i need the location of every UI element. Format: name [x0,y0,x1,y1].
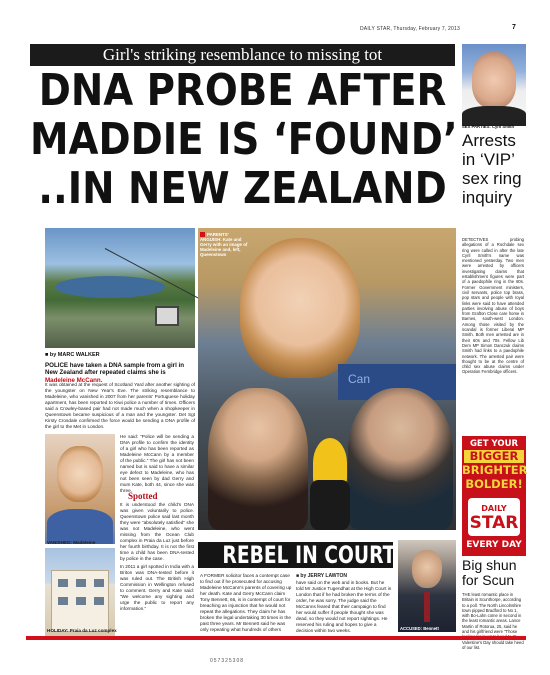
bennett-tie [424,592,430,622]
main-photo-caption: PARENTS' ANGUISH: Kate and Gerry with an image of Madeleine and, left, Queenstown [200,232,248,258]
lead-intro [45,362,195,384]
rebel-byline-wrap [296,573,392,579]
cyril-smith-face [472,52,516,108]
window [76,597,86,605]
promo-line-4: BOLDER! [465,477,523,491]
lake-shape [55,276,165,298]
kate-figure [208,388,308,530]
window [94,579,104,587]
shun-headline [462,558,526,588]
madeleine-photo [45,434,115,544]
sidebar-photo-caption: SEX PARTIES: Cyril Smith [462,124,515,129]
sidebar-headline-line: sex ring [462,169,522,188]
microphone-black [310,480,350,530]
headline-line-1: DNA PROBE AFTER [38,65,447,116]
holiday-complex-photo [45,548,115,636]
girl-poster-image [240,238,360,378]
gondola-shape [155,306,179,326]
promo-line-1: GET YOUR [469,439,519,449]
barcode-text: 057325308 [210,658,245,664]
madeleine-face [57,446,103,502]
headline-line-2: MADDIE IS ‘FOUND’ [30,114,458,165]
rebel-col-a: A FORMER solicitor faces a contempt case to find out if he prosecuted for accusing Madeleine McCann's parents of covering up her death. Kate and Gerry McCann claim Tony Bennett, 66, is in contempt of court for breaching an injunction that he would not repeat the allegations. They claim he has broken the legal undertaking 30 times in the past three years. Mr Bennett said he was only repeating what hundreds of others [200,573,292,632]
rebel-byline: ■ by JERRY LAWTON [296,573,347,579]
sidebar-headline-line: inquiry [462,188,513,207]
shun-headline-line: Big shun [462,557,517,573]
second-headline: REBEL IN COURT [198,542,393,568]
sidebar-body: DETECTIVES probing allegations of a Rochdale sex ring were called in after the late Cyril Smith's name was mentioned yesterday. Two men were arrested by officers investigating claims that establishment figures were part of a paedophile ring in the 80s. Former Government ministers, civil servants, police top brass, pop stars and people with royal links were said to have attended parties involving abuse of boys from Grafton Close care home in Barnes, south-west London. Among those visited by the scandal is former Liberal MP Smith. Both men arrested are in their 60s and 70s. Fellow Lib Dem MP Simon Danczuk claims Smith had links to a paedophile network. The arrested pair were thought to be at the centre of child sex abuse claims under Operation Fernbridge officers. [462,237,524,375]
sidebar-headline [462,131,526,207]
window [58,579,68,587]
promo-box [462,436,526,556]
rebel-col-b: have said on the web and in books. But he told Mr Justice Tugendhat at the High Court in London that if he had broken the terms of the order, he was sorry. The judge said the McCanns feared that their campaign to find her would suffer if people thought she was dead, so they would not report sightings. He reserved his ruling and hopes to give a decision within two weeks. [296,580,392,633]
lead-body-1: It was obtained at the request of Scotland Yard after another sighting of the youngster on New Year's Eve. The striking resemblance to Madeleine, who vanished in 2007 from her parents' Portuguese holiday apartment, has been reported to Kiwi police a number of times. Officers said a Crowley-based pair had not made much when a shopkeeper in Queenstown became suspicious of a man and the youngster. Det Sgt Kirsty Crosdale confirmed the force would be sending a DNA profile of the girl to the Met in London. [45,382,195,429]
bennett-photo [398,540,456,632]
madeleine-shirt [47,509,113,544]
cyril-smith-photo [462,44,526,122]
bennett-face [412,550,442,588]
holiday-caption: HOLIDAY: Praia da Luz complex [47,628,117,633]
building-shape [51,570,109,632]
promo-line-3: BRIGHTER [462,463,528,477]
lead-body-3: It is understood the child's DNA was given voluntarily to police. Queenstown police said last month they were “absolutely satisfied” she was not Madeleine, who went missing from the Ocean Club complex in Praia da Luz just before her fourth birthday. It is not the first time a child has been DNA-tested by police in the case. [120,502,194,561]
promo-footer: EVERY DAY [466,540,522,550]
sidebar-headline-line: Arrests [462,131,516,150]
lead-body-4: In 2011 a girl spotted in India with a Briton was DNA-tested before it was ruled out. The British High Commission in Wellington refused to comment. Gerry and Kate said: “We welcome any sighting and urge the public to report any information.” [120,564,194,611]
kicker-strap: Girl's striking resemblance to missing tot [30,44,455,66]
parents-photo [198,228,456,530]
window [58,597,68,605]
backdrop-text: Can [348,372,371,386]
logo-top: DAILY [481,504,507,513]
gerry-figure [348,388,453,530]
sidebar-headline-line: in ‘VIP’ [462,150,515,169]
window [76,579,86,587]
lead-body-2: He said: “Police will be sending a DNA profile to confirm the identity of a girl who has been reported as Madeleine McCann by a member of the public.” The girl has not been named but is said to have a similar eye defect to Madeleine, who has not been seen by dad Gerry and mum Kate, both 44, since she was three. [120,434,194,493]
main-headline [30,65,458,214]
shun-body: THE least romantic place in Britain is Scunthorpe, according to a poll. The North Lincolnshire town pipped Bradford to No 1, with Bo-Lahn come in second in the least romantic areas. Lance Martin of Rotorua, 25, said he and his girlfriend were “Those Valentine's Day should take heed of our list. [462,592,524,650]
cyril-smith-suit [462,106,526,126]
subhead-spotted: Spotted [128,491,158,501]
daily-star-logo [468,498,520,536]
window [94,597,104,605]
madeleine-caption: VANISHED: Madeleine [47,540,96,545]
lead-byline: ■ by MARC WALKER [45,352,100,358]
bennett-caption: ACCUSED: Bennett [400,626,439,631]
shun-headline-line: for Scun [462,572,515,588]
promo-line-2: BIGGER [464,450,524,463]
footer-rule [26,636,526,640]
headline-line-3: ..IN NEW ZEALAND [38,163,447,214]
intro-text: POLICE have taken a DNA sample from a girl in New Zealand after repeated claims she is [45,362,185,377]
intro-name: Madeleine McCann. [45,376,103,384]
logo-main: STAR [469,513,519,533]
queenstown-photo [45,228,195,348]
dateline: DAILY STAR, Thursday, February 7, 2013 [360,26,460,32]
page-number: 7 [512,24,516,31]
